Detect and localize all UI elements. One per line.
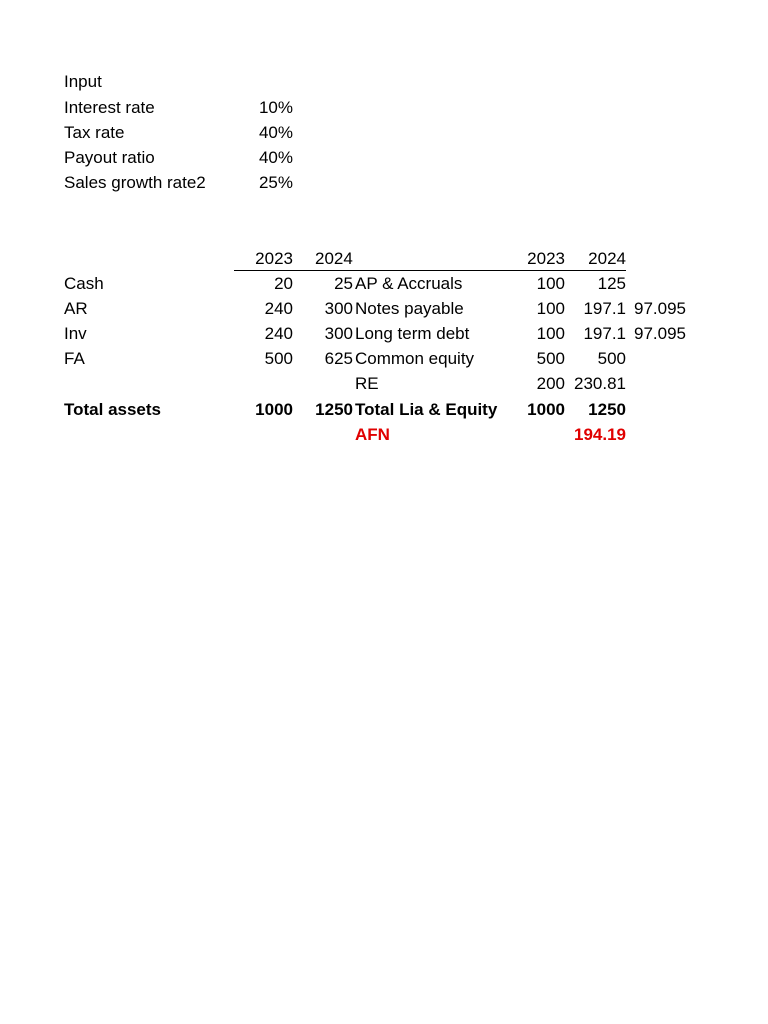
liab-notes-2023: 100: [536, 299, 565, 318]
total-assets-label: Total assets: [64, 400, 162, 419]
total-liab-equity-label: Total Lia & Equity: [355, 400, 498, 419]
total-assets-2024: 1250: [315, 400, 353, 419]
asset-ar-2023: 240: [264, 299, 293, 318]
liab-ap-2024: 125: [597, 274, 626, 293]
asset-fa-2024: 625: [324, 349, 353, 368]
input-label-interest-rate: Interest rate: [64, 98, 155, 117]
asset-label-fa: FA: [64, 349, 85, 368]
liab-label-common-equity: Common equity: [355, 349, 475, 368]
asset-ar-2024: 300: [324, 299, 353, 318]
notes-payable-extra: 97.095: [634, 299, 686, 318]
input-value-tax-rate: 40%: [258, 123, 293, 142]
asset-inv-2023: 240: [264, 324, 293, 343]
liab-label-re: RE: [355, 374, 379, 393]
asset-inv-2024: 300: [324, 324, 353, 343]
liab-ap-2023: 100: [536, 274, 565, 293]
liab-label-ap-accruals: AP & Accruals: [355, 274, 463, 293]
liab-ltd-2024: 197.1: [583, 324, 626, 343]
asset-label-inv: Inv: [64, 324, 87, 343]
total-liab-equity-2024: 1250: [588, 400, 626, 419]
asset-label-cash: Cash: [64, 274, 104, 293]
long-term-debt-extra: 97.095: [634, 324, 686, 343]
liab-year-2023-header: 2023: [527, 249, 565, 268]
input-value-payout-ratio: 40%: [258, 148, 293, 167]
liab-label-long-term-debt: Long term debt: [355, 324, 470, 343]
input-label-tax-rate: Tax rate: [64, 123, 125, 142]
liab-ce-2024: 500: [597, 349, 626, 368]
afn-value: 194.19: [574, 425, 626, 444]
asset-year-2023-header: 2023: [255, 249, 293, 268]
asset-cash-2024: 25: [334, 274, 353, 293]
input-label-payout-ratio: Payout ratio: [64, 148, 155, 167]
liab-label-notes-payable: Notes payable: [355, 299, 464, 318]
asset-cash-2023: 20: [274, 274, 293, 293]
liab-ltd-2023: 100: [536, 324, 565, 343]
afn-label: AFN: [355, 425, 390, 444]
liab-re-2024: 230.81: [574, 374, 626, 393]
liab-re-2023: 200: [536, 374, 565, 393]
input-label-sales-growth: Sales growth rate2: [64, 173, 206, 192]
total-liab-equity-2023: 1000: [527, 400, 565, 419]
total-assets-2023: 1000: [255, 400, 293, 419]
liab-year-2024-header: 2024: [588, 249, 626, 268]
input-value-interest-rate: 10%: [258, 98, 293, 117]
liab-notes-2024: 197.1: [583, 299, 626, 318]
asset-label-ar: AR: [64, 299, 88, 318]
liab-ce-2023: 500: [536, 349, 565, 368]
input-value-sales-growth: 25%: [258, 173, 293, 192]
asset-fa-2023: 500: [264, 349, 293, 368]
asset-year-2024-header: 2024: [315, 249, 353, 268]
input-title: Input: [64, 72, 102, 91]
